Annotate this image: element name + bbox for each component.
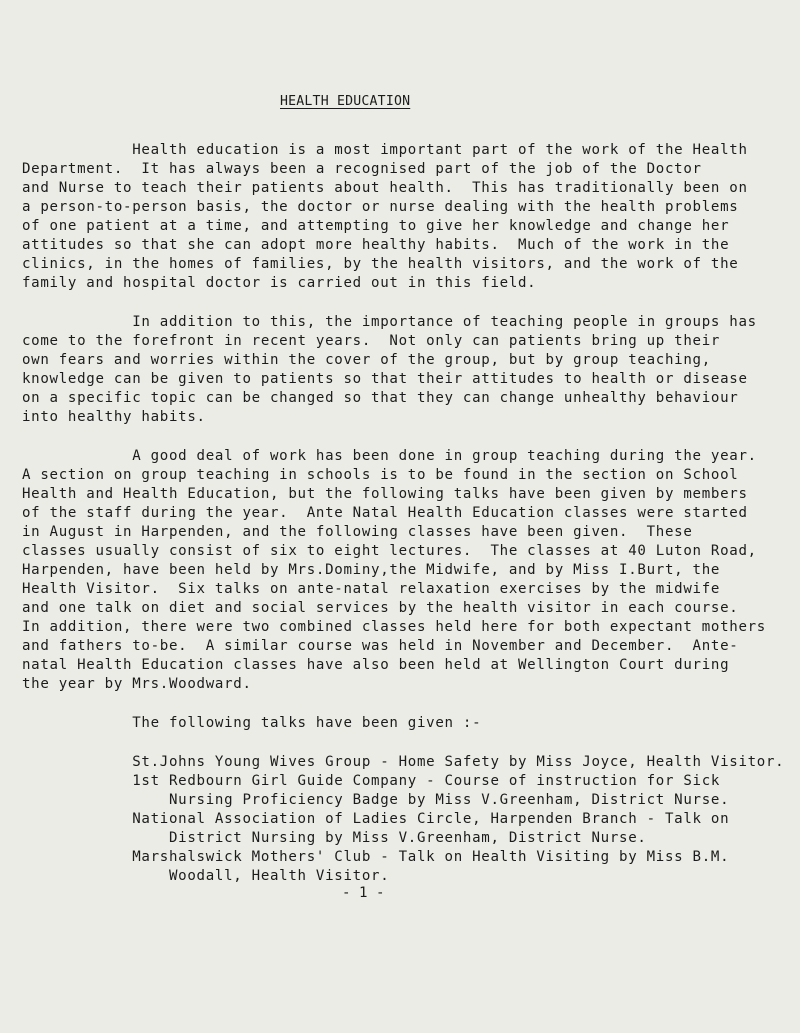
paragraph-2-line-5: on a specific topic can be changed so that they can change unhealthy behaviour [22, 390, 739, 406]
paragraph-1-line-7: clinics, in the homes of families, by the health visitors, and the work of the [22, 256, 739, 272]
paragraph-3-line-1: A good deal of work has been done in group teaching during the year. [22, 448, 757, 464]
paragraph-3-line-7: Harpenden, have been held by Mrs.Dominy,the Midwife, and by Miss I.Burt, the [22, 562, 721, 578]
talk-list-line-2: 1st Redbourn Girl Guide Company - Course of instruction for Sick [22, 773, 721, 789]
paragraph-3-line-4: of the staff during the year. Ante Natal Health Education classes were started [22, 505, 748, 521]
paragraph-2-line-1: In addition to this, the importance of teaching people in groups has [22, 314, 757, 330]
paragraph-1-line-4: a person-to-person basis, the doctor or nurse dealing with the health problems [22, 199, 739, 215]
paragraph-1-line-8: family and hospital doctor is carried out in this field. [22, 275, 537, 291]
paragraph-2-line-6: into healthy habits. [22, 409, 206, 425]
paragraph-4-line-1: The following talks have been given :- [22, 715, 482, 731]
paragraph-1-line-6: attitudes so that she can adopt more healthy habits. Much of the work in the [22, 237, 730, 253]
paragraph-3-line-9: and one talk on diet and social services by the health visitor in each course. [22, 600, 739, 616]
paragraph-3-line-3: Health and Health Education, but the following talks have been given by members [22, 486, 748, 502]
talk-list-line-7: Woodall, Health Visitor. [22, 868, 390, 884]
paragraph-3-line-12: natal Health Education classes have also been held at Wellington Court during [22, 657, 730, 673]
paragraph-1-line-1: Health education is a most important part of the work of the Health [22, 142, 748, 158]
paragraph-3-line-13: the year by Mrs.Woodward. [22, 676, 252, 692]
talk-list-line-5: District Nursing by Miss V.Greenham, District Nurse. [22, 830, 647, 846]
paragraph-3-line-2: A section on group teaching in schools is to be found in the section on School [22, 467, 739, 483]
paragraph-3-line-6: classes usually consist of six to eight lectures. The classes at 40 Luton Road, [22, 543, 757, 559]
talk-list-line-1: St.Johns Young Wives Group - Home Safety by Miss Joyce, Health Visitor. [22, 754, 785, 770]
paragraph-1-line-5: of one patient at a time, and attempting to give her knowledge and change her [22, 218, 730, 234]
talk-list-line-3: Nursing Proficiency Badge by Miss V.Greenham, District Nurse. [22, 792, 730, 808]
paragraph-3-line-5: in August in Harpenden, and the following classes have been given. These [22, 524, 693, 540]
page-title: HEALTH EDUCATION [280, 94, 411, 109]
paragraph-3-line-10: In addition, there were two combined classes held here for both expectant mothers [22, 619, 766, 635]
paragraph-2-line-3: own fears and worries within the cover of the group, but by group teaching, [22, 352, 711, 368]
talk-list-line-6: Marshalswick Mothers' Club - Talk on Health Visiting by Miss B.M. [22, 849, 730, 865]
page-number: - 1 - [342, 885, 385, 901]
paragraph-2-line-4: knowledge can be given to patients so that their attitudes to health or disease [22, 371, 748, 387]
paragraph-1-line-2: Department. It has always been a recognised part of the job of the Doctor [22, 161, 702, 177]
paragraph-1-line-3: and Nurse to teach their patients about health. This has traditionally been on [22, 180, 748, 196]
paragraph-3-line-8: Health Visitor. Six talks on ante-natal relaxation exercises by the midwife [22, 581, 721, 597]
paragraph-2-line-2: come to the forefront in recent years. Not only can patients bring up their [22, 333, 721, 349]
talk-list-line-4: National Association of Ladies Circle, Harpenden Branch - Talk on [22, 811, 730, 827]
paragraph-3-line-11: and fathers to-be. A similar course was held in November and December. Ante- [22, 638, 739, 654]
